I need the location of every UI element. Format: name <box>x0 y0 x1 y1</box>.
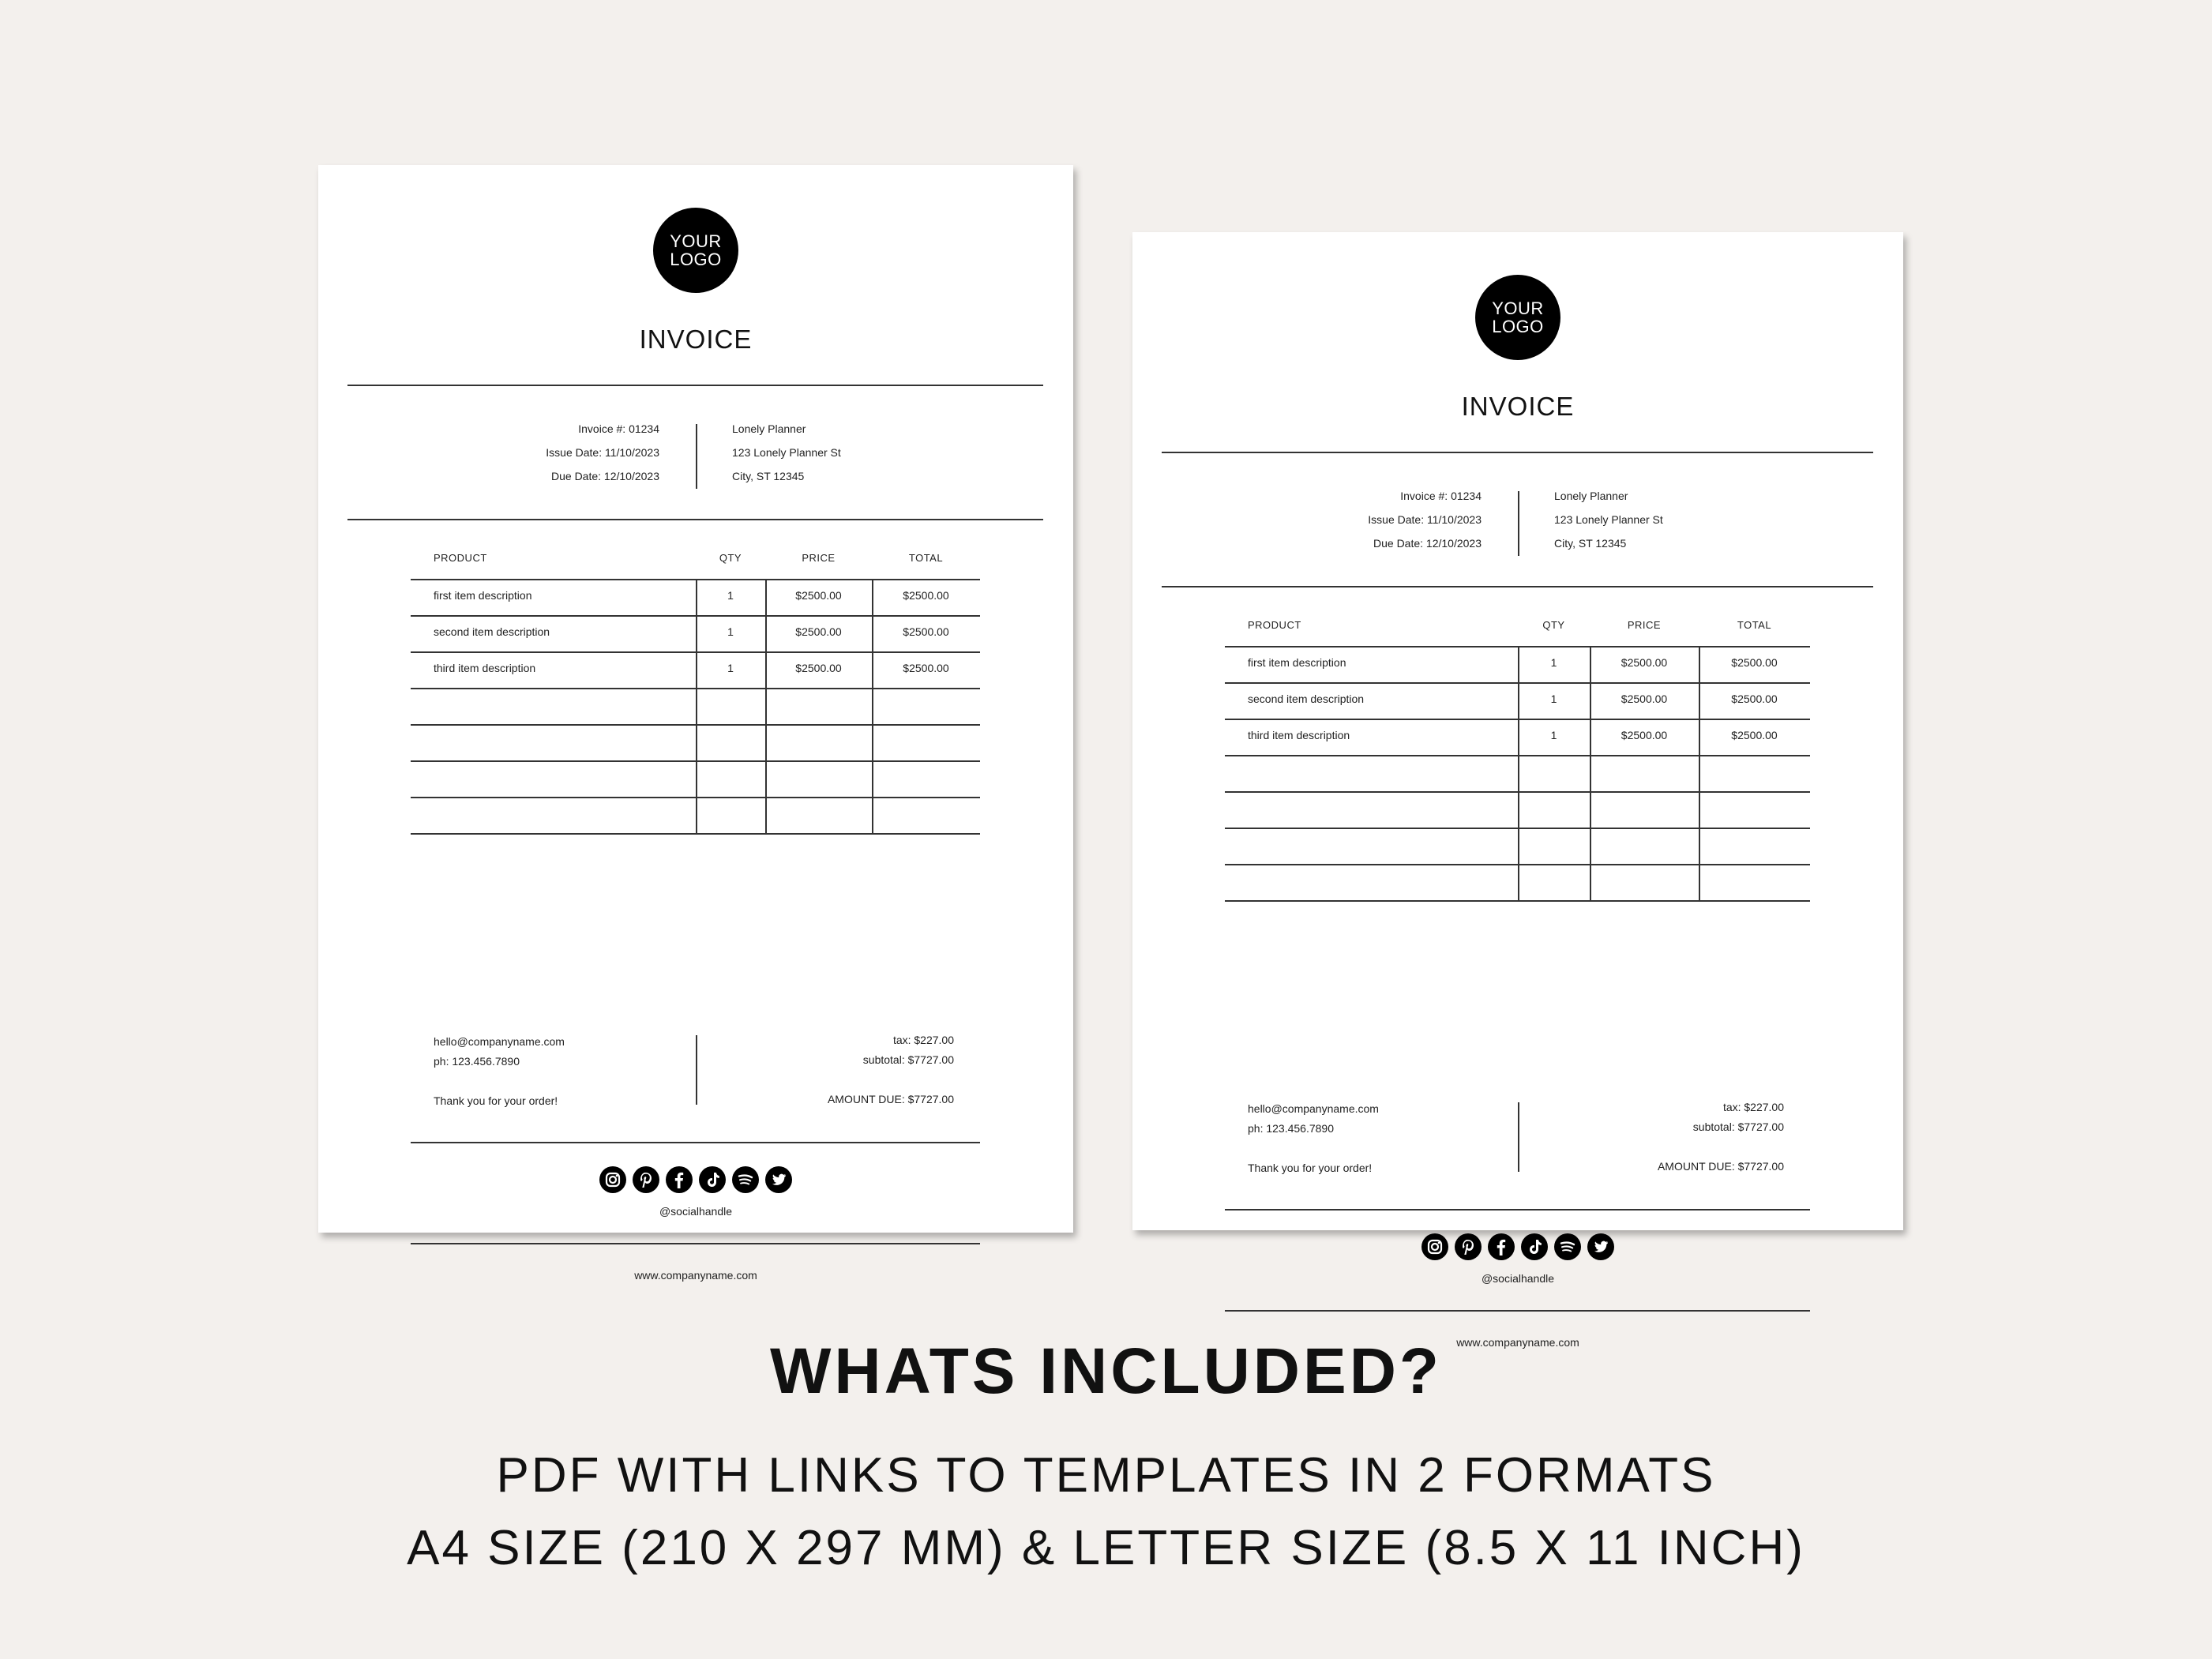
caption-line-formats: PDF WITH LINKS TO TEMPLATES IN 2 FORMATS <box>496 1448 1716 1503</box>
table-col-line <box>1590 646 1591 900</box>
logo-text: YOUR LOGO <box>1492 298 1544 336</box>
table-header-product: PRODUCT <box>434 552 487 564</box>
table-header-total: TOTAL <box>1737 619 1772 631</box>
table-cell-price: $2500.00 <box>795 662 842 674</box>
social-icons <box>1421 1233 1615 1261</box>
table-header-product: PRODUCT <box>1248 619 1301 631</box>
table-cell-total: $2500.00 <box>903 662 949 674</box>
table-header-price: PRICE <box>802 552 836 564</box>
social-handle: @socialhandle <box>1481 1272 1555 1285</box>
table-cell-total: $2500.00 <box>903 625 949 638</box>
meta-right-line: City, ST 12345 <box>732 470 805 482</box>
table-header-total: TOTAL <box>908 552 944 564</box>
divider-line <box>1162 586 1873 587</box>
divider-line <box>1162 452 1873 453</box>
divider-line <box>411 1142 980 1143</box>
invoice-title: INVOICE <box>639 325 753 354</box>
table-col-line <box>765 579 767 833</box>
contact-email: hello@companyname.com <box>1248 1102 1379 1115</box>
meta-right-line: 123 Lonely Planner St <box>1554 513 1663 526</box>
pinterest-icon <box>1454 1233 1482 1261</box>
table-row-line <box>1225 900 1810 902</box>
table-cell-price: $2500.00 <box>1621 729 1668 741</box>
logo-text: YOUR LOGO <box>670 231 722 269</box>
website-url: www.companyname.com <box>634 1269 757 1282</box>
table-cell-product: first item description <box>1248 656 1346 669</box>
table-cell-product: second item description <box>1248 693 1365 705</box>
table-row-line <box>411 833 980 835</box>
caption-title: WHATS INCLUDED? <box>769 1335 1443 1407</box>
contact-email: hello@companyname.com <box>434 1035 565 1048</box>
subtotal-amount: subtotal: $7727.00 <box>1692 1120 1784 1133</box>
invoice-meta-left <box>1368 484 1482 555</box>
subtotal-amount: subtotal: $7727.00 <box>862 1053 954 1066</box>
pinterest-icon <box>632 1165 660 1194</box>
contact-phone: ph: 123.456.7890 <box>1248 1122 1334 1135</box>
meta-right-line: 123 Lonely Planner St <box>732 446 841 459</box>
table-cell-product: first item description <box>434 589 532 602</box>
meta-right-line: Lonely Planner <box>732 422 806 435</box>
amount-due: AMOUNT DUE: $7727.00 <box>1657 1160 1784 1173</box>
meta-left-line: Due Date: 12/10/2023 <box>1373 537 1482 550</box>
instagram-icon <box>1421 1233 1449 1261</box>
amount-due: AMOUNT DUE: $7727.00 <box>827 1093 954 1105</box>
spotify-icon <box>1553 1233 1582 1261</box>
caption-line-sizes: A4 SIZE (210 X 297 MM) & LETTER SIZE (8.5 X 11 INCH) <box>407 1521 1805 1575</box>
social-icons <box>599 1165 793 1194</box>
instagram-icon <box>599 1165 627 1194</box>
table-header-qty: QTY <box>1542 619 1565 631</box>
divider-line <box>1225 1209 1810 1210</box>
meta-left-line: Invoice #: 01234 <box>578 422 659 435</box>
table-cell-total: $2500.00 <box>903 589 949 602</box>
meta-left-line: Invoice #: 01234 <box>1400 490 1482 502</box>
table-cell-price: $2500.00 <box>1621 656 1668 669</box>
tiktok-icon <box>698 1165 727 1194</box>
table-cell-price: $2500.00 <box>795 589 842 602</box>
meta-right-line: City, ST 12345 <box>1554 537 1627 550</box>
footer-divider <box>696 1035 697 1105</box>
table-cell-qty: 1 <box>1550 729 1557 741</box>
invoice-meta-right <box>1554 484 1663 555</box>
thank-you-note: Thank you for your order! <box>1248 1162 1373 1174</box>
table-col-line <box>1699 646 1700 900</box>
contact-phone: ph: 123.456.7890 <box>434 1055 520 1068</box>
table-cell-price: $2500.00 <box>795 625 842 638</box>
divider-line <box>411 1243 980 1244</box>
divider-line <box>347 519 1043 520</box>
tax-amount: tax: $227.00 <box>892 1034 954 1046</box>
meta-left-line: Issue Date: 11/10/2023 <box>1368 513 1482 526</box>
meta-left-line: Issue Date: 11/10/2023 <box>546 446 659 459</box>
meta-right-line: Lonely Planner <box>1554 490 1628 502</box>
table-cell-total: $2500.00 <box>1731 729 1778 741</box>
table-cell-total: $2500.00 <box>1731 693 1778 705</box>
table-cell-product: third item description <box>434 662 536 674</box>
table-cell-price: $2500.00 <box>1621 693 1668 705</box>
website-url: www.companyname.com <box>1456 1336 1579 1349</box>
table-col-line <box>1518 646 1519 900</box>
invoice-meta-right <box>732 417 841 488</box>
logo-badge <box>1475 275 1560 360</box>
table-col-line <box>872 579 873 833</box>
facebook-icon <box>665 1165 693 1194</box>
invoice-template-letter <box>1132 232 1903 1349</box>
twitter-icon <box>1587 1233 1615 1261</box>
table-cell-product: second item description <box>434 625 550 638</box>
meta-divider <box>696 424 697 489</box>
meta-divider <box>1518 491 1519 556</box>
table-cell-qty: 1 <box>727 662 734 674</box>
tiktok-icon <box>1520 1233 1549 1261</box>
facebook-icon <box>1487 1233 1515 1261</box>
logo-badge <box>653 208 738 293</box>
social-handle: @socialhandle <box>659 1205 733 1218</box>
divider-line <box>1225 1310 1810 1312</box>
table-header-qty: QTY <box>719 552 742 564</box>
invoice-template-a4 <box>318 165 1073 1282</box>
meta-left-line: Due Date: 12/10/2023 <box>551 470 659 482</box>
table-cell-qty: 1 <box>727 589 734 602</box>
spotify-icon <box>731 1165 760 1194</box>
footer-divider <box>1518 1102 1519 1172</box>
invoice-meta-left <box>546 417 659 488</box>
invoice-title: INVOICE <box>1461 392 1575 421</box>
table-header-price: PRICE <box>1627 619 1662 631</box>
table-cell-qty: 1 <box>1550 693 1557 705</box>
twitter-icon <box>764 1165 793 1194</box>
table-col-line <box>696 579 697 833</box>
table-cell-qty: 1 <box>1550 656 1557 669</box>
table-cell-total: $2500.00 <box>1731 656 1778 669</box>
table-cell-product: third item description <box>1248 729 1350 741</box>
table-cell-qty: 1 <box>727 625 734 638</box>
divider-line <box>347 385 1043 386</box>
thank-you-note: Thank you for your order! <box>434 1094 558 1107</box>
tax-amount: tax: $227.00 <box>1722 1101 1784 1113</box>
